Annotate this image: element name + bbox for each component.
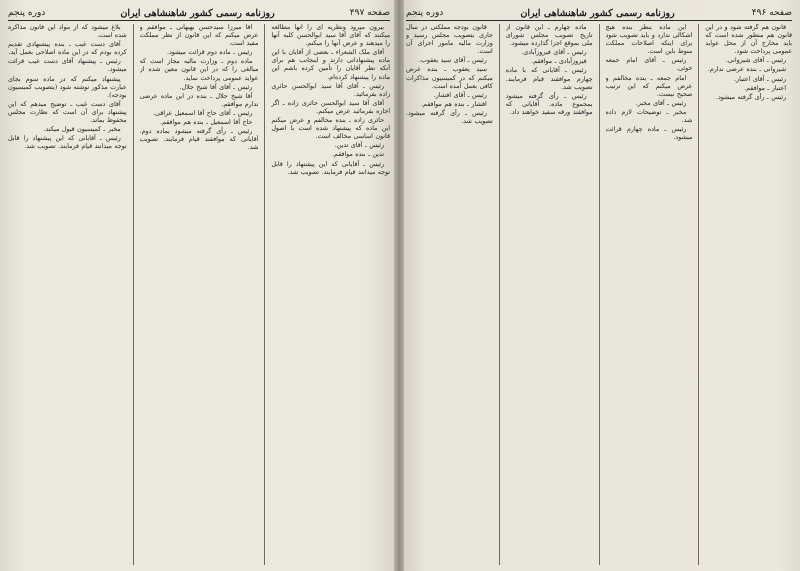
column-paragraph: امام جمعه ـ بنده مخالفم و عرض میکنم که این ترتیب صحیح نیست. (605, 74, 693, 98)
column-paragraph: رئیس ـ ماده چهارم قرائت میشود. (605, 126, 693, 142)
column-paragraph: آقا میرزا سیدحسن بهبهانی ـ موافقم و عرض میکنم که این قانون از نظر مملکت مفید است. (139, 24, 259, 48)
column-paragraph: رئیس ـ آقای آقا شیخ جلال. (179, 83, 253, 91)
left-page-number: صفحه ۴۹۷ (349, 8, 390, 18)
column-paragraph: رئیس ـ آقای تدین. (334, 142, 384, 150)
column-paragraph: رئیس ـ رأی گرفته میشود بمجموع ماده. آقایانی که موافقند ورقه سفید خواهند داد. (505, 92, 593, 116)
column-paragraph: رئیس ـ پیشنهاد آقای دست غیب قرائت میشود. (7, 58, 127, 74)
column-paragraph: رئیس ـ آقای شیروانی. (725, 57, 786, 65)
column-paragraph: آقای دست غیب ـ بنده پیشنهادی تقدیم کرده بودم که در این ماده اصلاحی بعمل آید. (7, 41, 127, 57)
column-paragraph: رئیس ـ رأی گرفته میشود. تصویب شد. (406, 109, 493, 126)
right-page (398, 0, 800, 571)
right-col-4 (406, 24, 493, 565)
column-paragraph: رئیس ـ آقای فیروزآبادی. (521, 49, 587, 57)
column-paragraph: حائری زاده ـ بنده مخالفم و عرض میکنم این ماده که پیشنهاد شده است با اصول قانون اساسی مخالف است. (271, 117, 390, 141)
left-page-title: روزنامه رسمی کشور شاهنشاهی ایران (120, 7, 275, 19)
column-rule (599, 24, 600, 565)
right-col-3 (506, 24, 593, 565)
column-paragraph: سید یعقوب ـ بنده عرض میکنم که در کمیسیون مذاکرات کافی بعمل آمده است. (406, 66, 493, 90)
book-gutter (394, 0, 404, 571)
column-paragraph: رئیس ـ آقای حاج آقا اسمعیل عراقی. (152, 109, 253, 117)
column-paragraph: پیشنهاد میکنم که در ماده سوم بجای عبارت مذکور نوشته شود (بتصویب کمیسیون بودجه). (7, 75, 127, 99)
column-paragraph: این ماده بنظر بنده هیچ اشکالی ندارد و باید تصویب شود برای اینکه اصلاحات مملکت منوط باین است. (605, 24, 693, 56)
column-paragraph: آقای ملک الشعراء ـ بعضی از آقایان با این ماده پیشنهاداتی دارند و اینجانب هم برای آنکه نظر آقایان را تأمین کرده باشم این ماده را پیشنهاد کرده‌ام. (271, 49, 390, 81)
column-paragraph: رئیس ـ آقایانی که این پیشنهاد را قابل توجه میدانند قیام فرمایند. تصویب شد. (271, 160, 390, 176)
column-paragraph: ماده دوم ـ وزارت مالیه مجاز است که مبالغی را که در این قانون معین شده از عواید عمومی پرداخت نماید. (139, 58, 259, 82)
column-paragraph: رئیس ـ آقای افشار. (433, 91, 487, 99)
column-rule (698, 24, 699, 565)
right-page-number: صفحه ۴۹۶ (751, 8, 792, 18)
column-paragraph: اعتبار ـ موافقم. (744, 84, 786, 92)
column-paragraph: مخبر ـ کمیسیون قبول میکند. (43, 126, 121, 134)
column-paragraph: ماده چهارم ـ این قانون از تاریخ تصویب مجلس شورای ملی بموقع اجرا گذارده میشود. (505, 24, 593, 48)
column-paragraph: رئیس ـ رأی گرفته میشود بماده دوم. آقایانی که موافقند قیام فرمایند. تصویب شد. (139, 128, 259, 152)
column-paragraph: رئیس ـ ماده دوم قرائت میشود. (166, 49, 253, 57)
column-paragraph: شیروانی ـ بنده عرضی ندارم. (707, 66, 786, 74)
column-paragraph: رئیس ـ آقای امام جمعه خوئی. (605, 57, 693, 73)
right-page-header (406, 6, 792, 21)
column-paragraph: تدین ـ بنده موافقم. (332, 151, 384, 159)
left-col-2 (140, 24, 259, 565)
column-paragraph: بیرون میرود ونظریه ای را آنها مطالعه میکنند که آقای آقا سید ابوالحسن کلبه آنها را میدهند و عرض آنها را میکنم. (271, 24, 390, 48)
column-rule (264, 24, 265, 565)
right-col-1 (705, 24, 792, 565)
column-paragraph: رئیس ـ آقای سید یعقوب. (418, 57, 487, 65)
right-col-2 (606, 24, 693, 565)
left-col-3 (8, 24, 127, 565)
column-paragraph: بلاغ میشود که از مواد این قانون مذاکره شده است. (7, 24, 127, 40)
column-rule (133, 24, 134, 565)
column-paragraph: قانون بودجه مملکتی در سال جاری بتصویب مجلس رسید و وزارت مالیه مامور اجرای آن است. (406, 24, 493, 56)
column-paragraph: افشار ـ بنده هم موافقم. (421, 100, 487, 108)
column-paragraph: قانون هم گرفته شود و در این قانون هم منظور شده است که باید مخارج آن از محل عواید عمومی پرداخت شود. (705, 24, 792, 56)
column-paragraph: آقای دست غیب ـ توضیح میدهم که این پیشنهاد برای آن است که نظارت مجلس محفوظ بماند. (7, 100, 127, 125)
right-page-issue: دوره پنجم (406, 8, 444, 18)
column-paragraph: آقای آقا سید ابوالحسن حائری زاده ـ اگر اجازه بفرمائید عرض میکنم. (271, 99, 390, 115)
column-paragraph: رئیس ـ آقای اعتبار. (734, 75, 786, 83)
left-page (0, 0, 398, 571)
column-paragraph: رئیس ـ آقایانی که این پیشنهاد را قابل توجه میدانند قیام فرمایند. تصویب شد. (7, 135, 127, 151)
left-page-issue: دوره پنجم (8, 8, 46, 18)
column-paragraph: رئیس ـ آقایانی که با ماده چهارم موافقند قیام فرمایند. تصویب شد. (505, 67, 593, 91)
column-rule (499, 24, 500, 565)
column-paragraph: آقا شیخ جلال ـ بنده در این ماده عرضی ندارم موافقم. (139, 92, 259, 108)
left-page-header (8, 6, 390, 21)
column-paragraph: رئیس ـ آقای آقا سید ابوالحسن حائری زاده بفرمائید. (271, 82, 390, 98)
column-paragraph: مخبر ـ توضیحات لازم داده شد. (605, 108, 693, 125)
column-paragraph: رئیس ـ رأی گرفته میشود. (716, 93, 786, 101)
right-page-columns (406, 24, 792, 565)
column-paragraph: رئیس ـ آقای مخبر. (635, 99, 687, 107)
left-page-columns (8, 24, 390, 565)
left-col-1 (271, 24, 390, 565)
column-paragraph: حاج آقا اسمعیل ـ بنده هم موافقم. (160, 119, 253, 127)
column-paragraph: فیروزآبادی ـ موافقم. (531, 58, 587, 66)
right-page-title: روزنامه رسمی کشور شاهنشاهی ایران (520, 7, 675, 19)
